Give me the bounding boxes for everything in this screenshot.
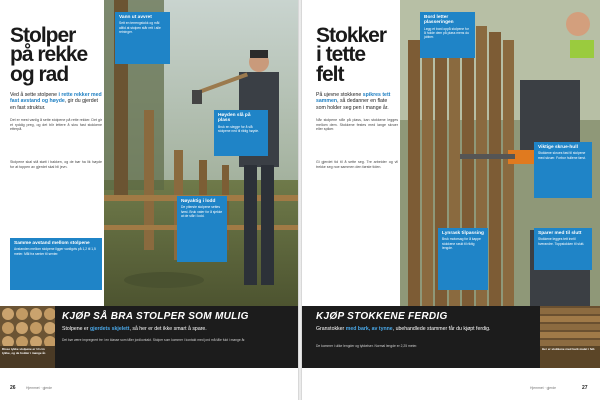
right-headline-line-3: felt (316, 62, 344, 86)
right-band-subtitle (316, 326, 526, 332)
callout-noyaktig (177, 196, 227, 262)
left-lede-part-1: Ved å sette stolpene (10, 92, 59, 98)
right-body-2: Gi gjerdet tid til å sette seg. Tre arbeider og vil trekke seg noe sammen den første tiden. (316, 160, 398, 169)
right-headline-line-2: i tette (316, 43, 366, 67)
callout-sparer-title: Sparer med til slutt (538, 231, 582, 236)
callout-lynrask-title: Lynrask tilpassing (442, 231, 484, 236)
callout-bord-title: Bord letter plasseringen (424, 15, 454, 26)
spread-gutter (298, 0, 302, 400)
callout-samme (10, 238, 102, 290)
left-footer: Hjemmet · gjerde (26, 386, 53, 390)
right-body-1: Når stolpene står på plass, kan stokkene legges mellom dem. Stokkene festes med lange skruer eller spiker. (316, 118, 398, 132)
left-lede-highlight: i rette rekker med fast avstand og høyde (10, 92, 102, 105)
right-folio: 27 (582, 385, 588, 391)
right-band-sub-part-1: Granstokker (316, 326, 346, 332)
callout-viktige-body: Stokkene skrues fast til stolpene med skruer. Forbor hullene først. (538, 151, 586, 160)
callout-sparer-body: Stokkene legges tett inntil hverandre. Toppstokken til slutt. (538, 237, 585, 246)
callout-bord-body: Legg et bord oppå stolpene for å holde dem på plass mens du jobber. (424, 26, 469, 39)
left-headline (10, 26, 87, 84)
callout-hoyden (214, 110, 268, 156)
left-headline-line-3: og rad (10, 62, 69, 86)
left-body-2: Stolpene skal stå støtt i bakken, og de bør ha lik høyde for at toppen av gjerdet skal bli jevn. (10, 160, 102, 169)
left-headline-line-1: Stolper (10, 24, 76, 47)
left-body-1: Det er mest vanlig å sette stolpene på rette rekker. Det gir et ryddig preg, og det blir lettere å skru fast stokkene etterpå. (10, 118, 102, 132)
right-info-band (300, 306, 600, 368)
stacked-posts-illustration (0, 306, 55, 346)
callout-noyaktig-title: Nøyaktig i lodd (181, 199, 216, 204)
callout-lynrask (438, 228, 488, 290)
callout-sparer (534, 228, 592, 270)
callout-samme-body: Avstanden mellom stolpene ligger vanligvis på 1,2 til 1,5 meter. Mål fra senter til senter. (14, 247, 96, 256)
callout-vann-title: Vann ut avvret (119, 15, 152, 20)
right-lede-highlight: spikres tett sammen (316, 92, 391, 105)
left-band-photo-caption: Disse tykke stolpene er 14 cm tykke, og de holder i mange år. (2, 347, 46, 355)
left-lede-part-3: , gir du gjerdet en fast struktur. (10, 98, 98, 111)
right-band-photo-box (540, 306, 600, 368)
callout-hoyden-title: Høyden slå på plass (218, 113, 251, 124)
left-band-photo-box (0, 306, 55, 368)
callout-lynrask-body: Bruk motorsag for å kappe stokkene raskt til riktig lengde. (442, 237, 481, 250)
left-band-sub-part-1: Stolpene er (62, 326, 90, 332)
callout-bord (420, 12, 475, 58)
right-lede-part-1: På ujevne stokkene (316, 92, 363, 98)
right-lede (316, 92, 398, 111)
callout-noyaktig-body: De ytterste stolpene settes først. Bruk vater for å sjekke at de står i lodd. (181, 205, 223, 218)
right-band-photo-caption: Her er stokkene med bark malet i felt. (542, 347, 596, 351)
left-info-band (0, 306, 300, 368)
left-headline-line-2: på rekke (10, 43, 88, 67)
right-headline-line-1: Stokker (316, 24, 387, 47)
right-page (300, 0, 600, 400)
left-folio: 26 (10, 385, 16, 391)
left-band-subtitle (62, 326, 292, 332)
right-footer: Hjemmet · gjerde (530, 386, 557, 390)
callout-hoyden-body: Bruk en slegge for å slå stolpene ned til riktig høyde. (218, 124, 260, 133)
right-band-title: KJØP STOKKENE FERDIG (316, 311, 448, 322)
left-band-sub-part-3: , så her er det ikke smart å spare. (129, 326, 207, 332)
left-band-body: Det bør være impregnert tre i en klasse som tåler jordkontakt. Stolper som kommer i kontakt med jord må tåle fukt i mange år. (62, 338, 246, 342)
callout-vann (115, 12, 170, 64)
right-headline (316, 26, 386, 84)
callout-viktige (534, 142, 592, 198)
left-band-sub-highlight: gjerdets skjelett (89, 326, 130, 332)
right-band-body: De kommer i ulike lengder og tykkelser. Normal lengde er 2,25 meter. (316, 344, 418, 348)
left-band-title: KJØP SÅ BRA STOLPER SOM MULIG (62, 311, 249, 322)
callout-vann-body: Sett en terrengstokk og mål alltid at stolpen står rett i alle retninger. (119, 21, 161, 34)
right-band-sub-highlight: med bark, av tynne (345, 326, 393, 332)
right-lede-part-3: , så dedanner en flate som holder seg pen i mange år. (316, 98, 389, 111)
left-lede (10, 92, 102, 111)
callout-samme-title: Samme avstand mellom stolpene (14, 241, 90, 246)
bark-logs-illustration (540, 306, 600, 346)
right-band-sub-part-3: , ubehandlede stammer får du kjøpt ferdig. (392, 326, 491, 332)
callout-viktige-title: Viktige skrue-hull (538, 145, 578, 150)
